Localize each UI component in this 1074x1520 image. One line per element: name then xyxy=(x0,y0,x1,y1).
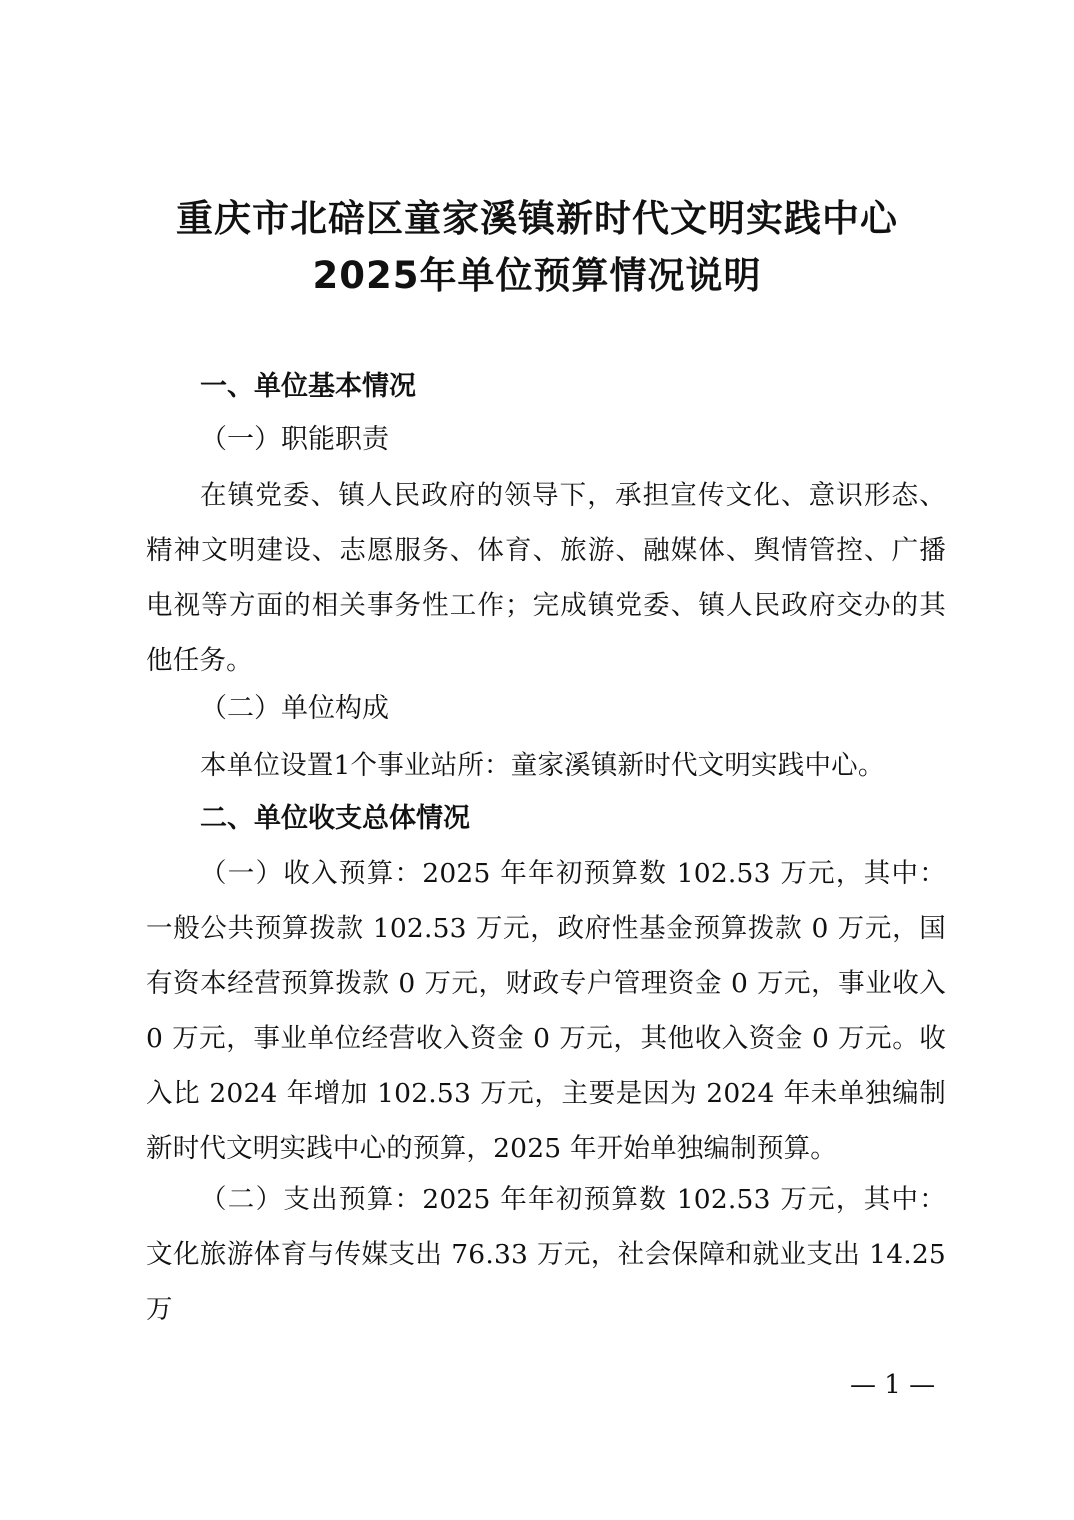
document-title-line2: 2025年单位预算情况说明 xyxy=(312,254,762,297)
income-budget-paragraph: （一）收入预算：2025 年年初预算数 102.53 万元，其中：一般公共预算拨款 102.53 万元，政府性基金预算拨款 0 万元，国有资本经营预算拨款 0 万元，财政专户管理资金 0 万元，事业收入 0 万元，事业单位经营收入资金 0 万元，其他收入资金 0 万元。收入比 2024 年增加 102.53 万元，主要是因为 2024 年未单独编制新时代文明实践中心的预算，2025 年开始单独编制预算。 xyxy=(146,858,946,1164)
section-heading-basic-info: 一、单位基本情况 xyxy=(200,371,416,402)
duties-paragraph: 在镇党委、镇人民政府的领导下，承担宣传文化、意识形态、精神文明建设、志愿服务、体育、旅游、融媒体、舆情管控、广播电视等方面的相关事务性工作；完成镇党委、镇人民政府交办的其他任务。 xyxy=(146,480,946,676)
page-number: — 1 — xyxy=(850,1370,936,1400)
section-heading-budget-overview: 二、单位收支总体情况 xyxy=(200,803,470,834)
expense-budget-paragraph: （二）支出预算：2025 年年初预算数 102.53 万元，其中：文化旅游体育与传媒支出 76.33 万元，社会保障和就业支出 14.25 万 xyxy=(146,1184,946,1325)
subsection-heading-composition: （二）单位构成 xyxy=(200,693,389,724)
document-title-line1: 重庆市北碚区童家溪镇新时代文明实践中心 xyxy=(176,197,898,240)
subsection-heading-duties: （一）职能职责 xyxy=(200,424,389,455)
composition-paragraph: 本单位设置1个事业站所：童家溪镇新时代文明实践中心。 xyxy=(200,750,885,781)
